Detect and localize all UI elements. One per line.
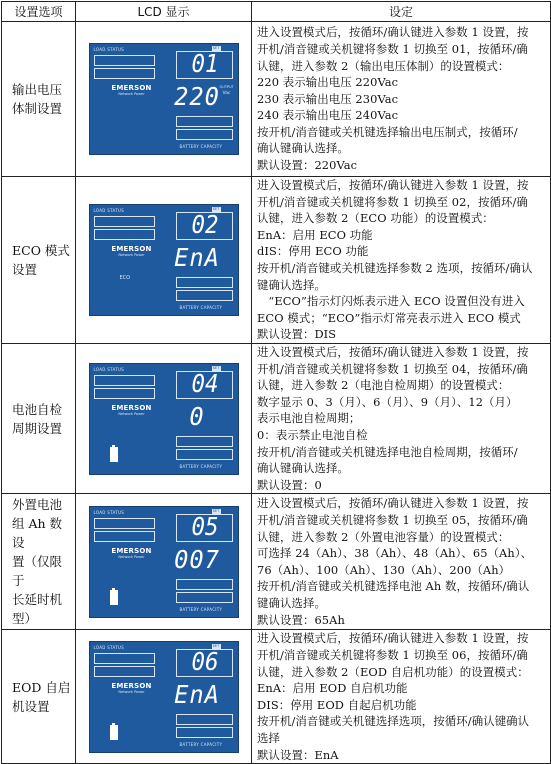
setting-option — [2, 177, 76, 344]
description-line: 认键，进入参数 2（ECO 功能）的设置模式： — [257, 211, 494, 226]
description-line: 认键，进入参数 2（外置电池容量）的设置模式： — [257, 529, 510, 544]
description-line: 进入设置模式后，按循环/确认键进入参数 1 设置，按 — [257, 496, 529, 511]
setting-description — [252, 630, 551, 764]
description-line: 开机/消音键或关机键将参数 1 切换至 04，按循环/确 — [257, 361, 528, 376]
description-line: 默认设置：0 — [257, 477, 322, 492]
option-line: 外置电池 — [12, 497, 63, 513]
load-bar — [94, 229, 155, 240]
setting-option — [2, 344, 76, 494]
set-badge: SET — [212, 207, 220, 211]
battery-bar — [176, 449, 233, 460]
header-setting: 设定 — [252, 2, 551, 22]
battery-bar — [176, 290, 233, 301]
battery-bar — [176, 116, 233, 127]
battery-icon — [110, 447, 118, 462]
battery-bar — [176, 592, 233, 603]
param-value: EnA — [173, 243, 220, 272]
setting-description — [252, 344, 551, 494]
option-line: ECO 模式 — [12, 243, 70, 258]
description-line: 进入设置模式后，按循环/确认键进入参数 1 设置，按 — [257, 25, 529, 40]
load-bar — [94, 388, 155, 399]
description-line: 按开机/消音键或关机键选择电池自检周期，按循环/ — [257, 444, 518, 459]
description-line: EnA：启用 EOD 自启机功能 — [257, 681, 408, 696]
battery-icon — [110, 725, 118, 740]
brand-sub: Network Power — [118, 253, 145, 257]
option-line: 设置 — [12, 262, 38, 277]
brand-sub: Network Power — [118, 554, 145, 559]
description-line: 开机/消音键或关机键将参数 1 切换至 05，按循环/确 — [257, 513, 528, 528]
table-row — [2, 177, 551, 344]
table-row — [2, 344, 551, 494]
option-line: 电池自检 — [12, 401, 63, 417]
setting-description — [252, 177, 551, 344]
option-line: 置（仅限于 — [12, 554, 63, 589]
lcd-cell — [76, 177, 252, 344]
emerson-logo — [94, 547, 170, 559]
battery-bar — [176, 579, 233, 590]
description-line: 认键，进入参数 2（输出电压体制）的设置模式： — [257, 58, 510, 73]
option-line: 输出电压 — [12, 82, 63, 97]
lcd-panel — [89, 363, 239, 475]
load-bar — [94, 68, 155, 79]
load-status-label: LOAD STATUS — [93, 509, 125, 515]
description-line: 按开机/消音键或关机键选择选项，按循环/确认键确认 — [257, 714, 530, 729]
description-line: 确认键确认选择。 — [257, 141, 349, 156]
battery-bar — [176, 277, 233, 288]
param-value: 0 — [188, 401, 205, 431]
description-line: 默认设置：220Vac — [257, 158, 358, 173]
description-line: “ECO”指示灯闪烁表示进入 ECO 设置但没有进入 — [268, 294, 525, 309]
lcd-cell — [76, 344, 252, 494]
load-bar — [94, 518, 155, 529]
description-line: 数字显示 0、3（月）、6（月）、9（月）、12（月） — [257, 394, 518, 409]
load-status-label: LOAD STATUS — [93, 208, 125, 213]
brand-sub: Network Power — [118, 92, 145, 96]
emerson-logo — [94, 245, 170, 257]
option-line: 体制设置 — [12, 101, 63, 116]
battery-bar — [176, 129, 233, 140]
set-badge: SET — [212, 46, 220, 50]
description-line: 键确认选择。 — [257, 596, 326, 611]
table-row — [2, 630, 551, 764]
description-line: 表示电池自检周期； — [257, 411, 361, 426]
setting-option — [2, 22, 76, 177]
description-line: 230 表示输出电压 230Vac — [257, 91, 399, 106]
description-line: 按开机/消音键或关机键选择参数 2 选项，按循环/确认 — [257, 261, 533, 275]
lcd-panel — [89, 641, 239, 753]
set-badge: SET — [212, 508, 220, 513]
option-line: EOD 自启 — [12, 679, 71, 695]
description-line: DIS：停用 EOD 自起启机功能 — [257, 697, 417, 712]
vac-label: Vac — [222, 91, 231, 96]
brand-name: EMERSON — [111, 546, 152, 555]
header-lcd: LCD 显示 — [76, 2, 252, 22]
lcd-panel — [89, 43, 239, 155]
lcd-cell — [76, 630, 252, 764]
setting-description — [252, 22, 551, 177]
description-line: 进入设置模式后，按循环/确认键进入参数 1 设置，按 — [257, 178, 529, 193]
option-line: 机设置 — [12, 698, 50, 714]
lcd-panel — [89, 506, 239, 618]
battery-bar — [176, 436, 233, 447]
option-line: 长延时机 — [12, 592, 63, 608]
param-number: 04 — [190, 368, 219, 398]
lcd-cell — [76, 494, 252, 630]
lcd-panel — [89, 204, 239, 316]
brand-sub: Network Power — [118, 689, 145, 694]
description-line: 键确认选择。 — [257, 277, 326, 292]
emerson-logo — [94, 682, 170, 694]
description-line: ECO 模式；“ECO”指示灯常亮表示进入 ECO 模式 — [257, 310, 521, 325]
description-line: 进入设置模式后，按循环/确认键进入参数 1 设置，按 — [257, 631, 529, 646]
setting-option — [2, 630, 76, 764]
battery-bar — [176, 714, 233, 725]
table-row — [2, 494, 551, 630]
option-line: 型） — [12, 611, 38, 627]
description-line: dIS：停用 ECO 功能 — [257, 244, 369, 259]
brand-sub: Network Power — [118, 411, 145, 416]
description-line: 按开机/消音键或关机键选择输出电压制式，按循环/ — [257, 124, 518, 139]
param-number: 02 — [190, 210, 219, 239]
battery-capacity-label: BATTERY CAPACITY — [179, 463, 223, 469]
battery-icon — [110, 590, 118, 605]
option-line: 组 Ah 数设 — [12, 516, 63, 551]
param-number: 01 — [190, 49, 219, 78]
battery-capacity-label: BATTERY CAPACITY — [179, 606, 223, 612]
param-value: EnA — [173, 679, 220, 709]
setting-option — [2, 494, 76, 630]
description-line: EnA：启用 ECO 功能 — [257, 227, 373, 242]
brand-name: EMERSON — [111, 681, 152, 690]
load-bar — [94, 531, 155, 542]
load-status-label: LOAD STATUS — [93, 366, 125, 372]
description-line: 按开机/消音键或关机键选择电池 Ah 数，按循环/确认 — [257, 579, 530, 594]
param-number: 05 — [190, 511, 219, 541]
settings-table — [1, 1, 551, 764]
header-option: 设置选项 — [2, 2, 76, 22]
description-line: 默认设置：DIS — [257, 327, 337, 342]
description-line: 220 表示输出电压 220Vac — [257, 75, 399, 90]
brand-name: EMERSON — [111, 245, 152, 253]
param-value: 007 — [173, 544, 220, 574]
description-line: 默认设置：EnA — [257, 747, 339, 762]
table-row — [2, 22, 551, 177]
description-line: 开机/消音键或关机键将参数 1 切换至 01，按循环/确 — [257, 41, 528, 56]
battery-capacity-label: BATTERY CAPACITY — [179, 305, 223, 310]
description-line: 开机/消音键或关机键将参数 1 切换至 02，按循环/确 — [257, 194, 528, 209]
description-line: 确认键确认选择。 — [257, 461, 349, 476]
description-line: 默认设置：65Ah — [257, 612, 345, 627]
description-line: 76（Ah）、100（Ah）、130（Ah）、200（Ah） — [257, 562, 511, 577]
param-number: 06 — [190, 646, 219, 676]
load-status-label: LOAD STATUS — [93, 644, 125, 650]
emerson-logo — [94, 404, 170, 416]
description-line: 可选择 24（Ah）、38（Ah）、48（Ah）、65（Ah）、 — [257, 546, 533, 561]
description-line: 进入设置模式后，按循环/确认键进入参数 1 设置，按 — [257, 345, 529, 359]
battery-capacity-label: BATTERY CAPACITY — [179, 741, 223, 747]
description-line: 240 表示输出电压 240Vac — [257, 108, 399, 123]
description-line: 选择 — [257, 730, 280, 745]
load-bar — [94, 55, 155, 66]
description-line: 开机/消音键或关机键将参数 1 切换至 06，按循环/确 — [257, 647, 528, 662]
output-label: OUTPUT — [219, 85, 234, 89]
description-line: 认键，进入参数 2（EOD 自启机功能）的设置模式： — [257, 664, 529, 679]
load-bar — [94, 653, 155, 664]
header-row — [2, 2, 551, 22]
battery-bar — [176, 727, 233, 738]
load-bar — [94, 666, 155, 677]
set-badge: SET — [212, 643, 220, 648]
emerson-logo — [94, 84, 170, 96]
load-bar — [94, 375, 155, 386]
load-status-label: LOAD STATUS — [93, 47, 125, 52]
load-bar — [94, 216, 155, 227]
eco-indicator: ECO — [119, 275, 131, 281]
lcd-cell — [76, 22, 252, 177]
set-badge: SET — [212, 365, 220, 370]
description-line: 认键，进入参数 2（电池自检周期）的设置模式： — [257, 378, 510, 393]
param-value: 220 — [173, 82, 220, 111]
brand-name: EMERSON — [111, 403, 152, 412]
option-line: 周期设置 — [12, 420, 63, 436]
battery-capacity-label: BATTERY CAPACITY — [179, 144, 223, 149]
description-line: 0：表示禁止电池自检 — [257, 427, 368, 442]
setting-description — [252, 494, 551, 630]
brand-name: EMERSON — [111, 84, 152, 92]
